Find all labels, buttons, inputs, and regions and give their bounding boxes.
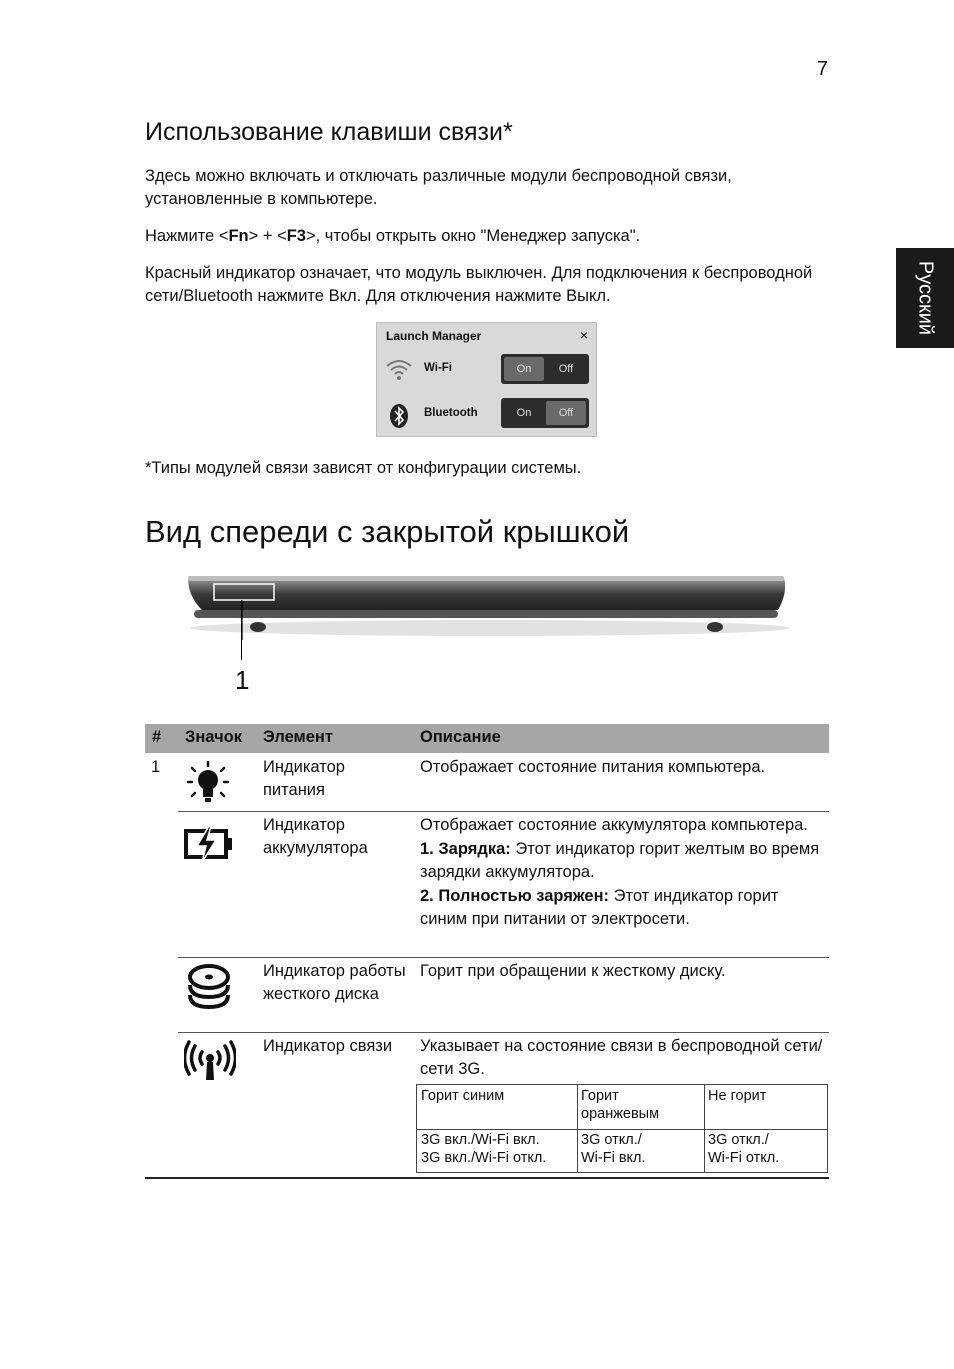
row-divider [178, 811, 829, 812]
wireless-icon [184, 1040, 236, 1080]
row-number: 1 [151, 758, 161, 776]
wifi-icon [385, 357, 413, 381]
description-hdd: Горит при обращении к жесткому диску. [420, 962, 726, 980]
callout-line [241, 600, 242, 660]
key-fn: Fn [228, 227, 249, 245]
header-element: Элемент [263, 728, 333, 746]
text: Этот индикатор горит синим при питании от электросети. [420, 887, 779, 928]
paragraph-indicator: Красный индикатор означает, что модуль выключен. Для подключения к беспроводной сети/Bluetooth нажмите Вкл. Для отключения нажмите Выкл. [145, 264, 813, 305]
section-title: Использование клавиши связи* [145, 118, 513, 146]
key-f3: F3 [286, 227, 306, 245]
status-off: Не горит [708, 1088, 767, 1104]
label: 1. Зарядка: [420, 840, 511, 858]
bluetooth-off-button[interactable]: Off [546, 401, 586, 425]
bluetooth-icon [389, 403, 409, 429]
label: 2. Полностью заряжен: [420, 887, 610, 905]
language-tab [896, 248, 954, 348]
wifi-on-button[interactable]: On [504, 357, 544, 381]
paragraph-keys [145, 225, 825, 248]
power-bulb-icon [186, 760, 230, 806]
description-power: Отображает состояние питания компьютера. [420, 758, 766, 776]
element-battery: Индикатор аккумулятора [263, 816, 368, 857]
row-divider [178, 1032, 829, 1033]
language-tab-label: Русский [914, 260, 937, 336]
bluetooth-label: Bluetooth [424, 407, 478, 419]
wifi-off-button[interactable]: Off [558, 363, 574, 375]
element-power: Индикатор питания [263, 758, 345, 799]
close-button[interactable]: × [579, 327, 588, 343]
callout-number: 1 [235, 665, 250, 695]
divider [417, 1129, 827, 1130]
wireless-status-table [416, 1084, 828, 1173]
laptop-front-illustration [180, 570, 800, 640]
header-num: # [152, 728, 162, 746]
wifi-toggle[interactable] [501, 354, 589, 384]
section-title-front-view: Вид спереди с закрытой крышкой [145, 514, 630, 549]
text: Нажмите < [145, 227, 229, 245]
description-battery [420, 814, 825, 931]
text: > + < [248, 227, 287, 245]
table-bottom-rule [145, 1177, 829, 1179]
status-blue: Горит синим [421, 1088, 505, 1104]
header-description: Описание [420, 728, 501, 746]
battery-charging-item [420, 838, 825, 884]
paragraph-intro: Здесь можно включать и отключать различные модули беспроводной связи, установленные в компьютере. [145, 167, 732, 208]
element-wireless: Индикатор связи [263, 1037, 393, 1055]
description-wireless: Указывает на состояние связи в беспроводной сети/сети 3G. [420, 1037, 823, 1078]
status-off-meaning: 3G откл./ Wi-Fi откл. [708, 1132, 780, 1166]
status-orange: Горит оранжевым [581, 1088, 660, 1122]
launch-manager-window [376, 322, 597, 437]
text: Этот индикатор горит желтым во время зарядки аккумулятора. [420, 840, 820, 881]
page-number: 7 [816, 58, 828, 80]
hdd-icon [186, 963, 232, 1013]
header-icon: Значок [185, 728, 242, 746]
battery-full-item [420, 885, 825, 931]
bluetooth-on-button[interactable]: On [516, 407, 532, 419]
window-title: Launch Manager [386, 329, 482, 343]
row-divider [178, 957, 829, 958]
status-blue-meaning: 3G вкл./Wi-Fi вкл. 3G вкл./Wi-Fi откл. [421, 1132, 547, 1166]
table-header [145, 724, 829, 753]
bluetooth-toggle[interactable] [501, 398, 589, 428]
wifi-label: Wi-Fi [424, 362, 452, 374]
status-orange-meaning: 3G откл./ Wi-Fi вкл. [581, 1132, 646, 1166]
battery-charge-icon [184, 826, 234, 862]
battery-desc-text: Отображает состояние аккумулятора компьютера. [420, 816, 808, 834]
text: >, чтобы открыть окно "Менеджер запуска". [305, 227, 641, 245]
footnote: *Типы модулей связи зависят от конфигурации системы. [145, 459, 582, 477]
element-hdd: Индикатор работы жесткого диска [263, 962, 406, 1003]
